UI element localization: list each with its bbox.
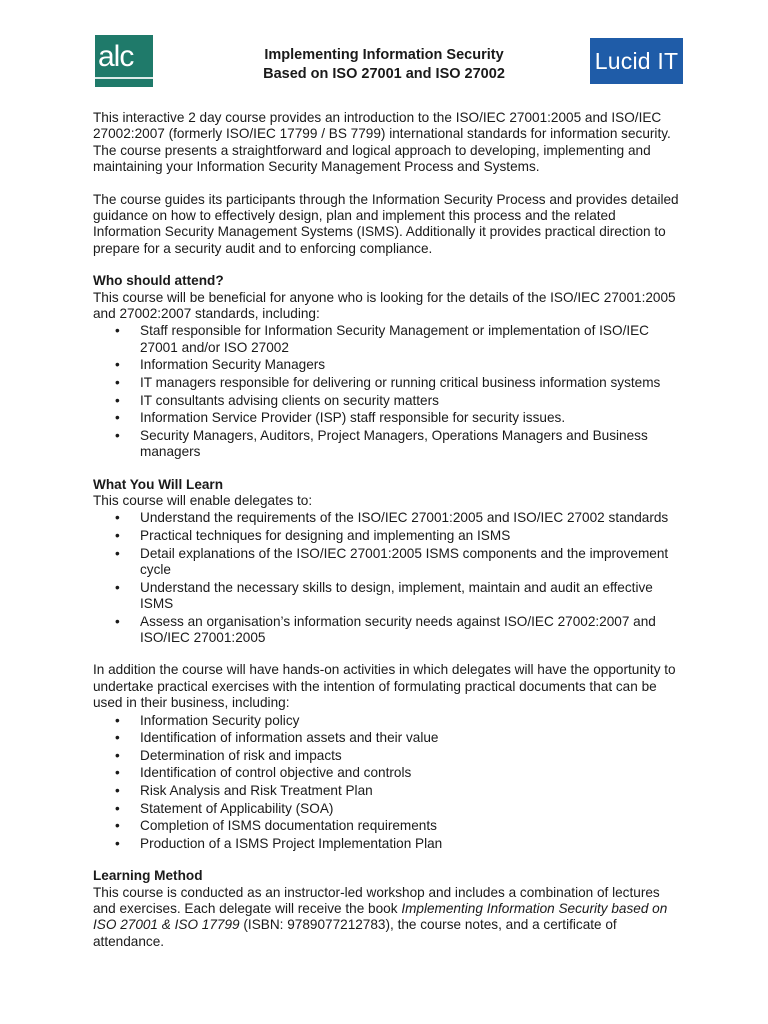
list-item: • Identification of control objective and controls [115, 765, 412, 781]
bullet-icon: • [115, 510, 120, 526]
list-item: • Understand the requirements of the ISO/IEC 27001:2005 and ISO/IEC 27002 standards [115, 510, 669, 526]
handson-lead: In addition the course will have hands-on activities in which delegates will have the opportunity to undertake practical exercises with the intention of formulating practical documents that can be used in their business, including: [93, 662, 676, 711]
book-title: Implementing Information Security based on ISO 27001 & ISO 17799 [93, 901, 668, 933]
list-item: • Practical techniques for designing and implementing an ISMS [115, 528, 511, 544]
list-item: • Staff responsible for Information Security Management or implementation of ISO/IEC 27001 and/or ISO 27002 [115, 323, 650, 355]
who-lead: This course will be beneficial for anyone who is looking for the details of the ISO/IEC 27001:2005 and 27002:2007 standards, including: [93, 289, 676, 322]
lucid-it-logo [590, 38, 683, 84]
list-item: • IT managers responsible for delivering or running critical business information systems [115, 375, 661, 391]
bullet-icon: • [115, 357, 120, 373]
list-item: • Assess an organisation’s information security needs against ISO/IEC 27002:2007 and ISO/IEC 27001:2005 [115, 613, 656, 646]
bullet-icon: • [115, 323, 120, 339]
alc-logo-text: alc [98, 40, 134, 73]
learn-lead: This course will enable delegates to: [93, 493, 313, 509]
intro-paragraph-1: This interactive 2 day course provides an introduction to the ISO/IEC 27001:2005 and ISO/IEC 27002:2007 (formerly ISO/IEC 17799 / BS 7799) international standards for information security. The course presents a straightforward and logical approach to developing, implementing and maintaining your Information Security Management Process and Systems. [93, 110, 671, 175]
list-item: • Determination of risk and impacts [115, 747, 342, 763]
lucid-it-logo-text: Lucid IT [594, 47, 679, 74]
bullet-icon: • [115, 613, 120, 629]
learning-method-section [93, 868, 683, 950]
bullet-icon: • [115, 783, 120, 799]
hands-on-section [93, 662, 683, 852]
bullet-icon: • [115, 545, 120, 561]
list-item: • Understand the necessary skills to design, implement, maintain and audit an effective ISMS [115, 579, 653, 612]
bullet-icon: • [115, 375, 120, 391]
bullet-icon: • [115, 528, 120, 544]
list-item: • Completion of ISMS documentation requirements [115, 818, 437, 834]
bullet-icon: • [115, 747, 120, 763]
list-item: • Detail explanations of the ISO/IEC 27001:2005 ISMS components and the improvement cycle [115, 545, 669, 578]
title-line-2: Based on ISO 27001 and ISO 27002 [263, 66, 505, 82]
who-should-attend-section [93, 273, 683, 460]
bullet-icon: • [115, 712, 120, 728]
list-item: • IT consultants advising clients on security matters [115, 392, 439, 408]
who-heading: Who should attend? [93, 273, 224, 289]
bullet-icon: • [115, 818, 120, 834]
list-item: • Production of a ISMS Project Implementation Plan [115, 835, 443, 851]
intro-paragraph-2: The course guides its participants through the Information Security Process and provides detailed guidance on how to effectively design, plan and implement this process and the related Information Security Management Systems (ISMS). Additionally it provides practical direction to prepare for a security audit and to enforcing compliance. [93, 191, 679, 256]
list-item: • Information Service Provider (ISP) staff responsible for security issues. [115, 410, 566, 426]
learn-list [93, 510, 683, 646]
method-text: This course is conducted as an instructor-led workshop and includes a combination of lectures and exercises. Each delegate will receive the book Implementing Information Security based on ISO 27001 & ISO 17799 (ISBN: 9789077212783), the course notes, and a certificate of attendance. [93, 884, 668, 949]
bullet-icon: • [115, 800, 120, 816]
bullet-icon: • [115, 427, 120, 443]
bullet-icon: • [115, 765, 120, 781]
handson-list [93, 713, 683, 853]
title-line-1: Implementing Information Security [264, 47, 504, 63]
bullet-icon: • [115, 410, 120, 426]
what-you-will-learn-section [93, 477, 683, 647]
alc-logo-underline [95, 77, 153, 79]
list-item: • Statement of Applicability (SOA) [115, 800, 334, 816]
who-list [93, 323, 683, 460]
bullet-icon: • [115, 392, 120, 408]
list-item: • Risk Analysis and Risk Treatment Plan [115, 783, 373, 799]
bullet-icon: • [115, 579, 120, 595]
alc-logo [95, 35, 153, 87]
page-title [184, 46, 584, 84]
bullet-icon: • [115, 730, 120, 746]
document-body [93, 110, 683, 950]
bullet-icon: • [115, 835, 120, 851]
list-item: • Information Security policy [115, 712, 300, 728]
list-item: • Information Security Managers [115, 357, 326, 373]
list-item: • Security Managers, Auditors, Project Managers, Operations Managers and Business managers [115, 427, 648, 460]
learn-heading: What You Will Learn [93, 476, 224, 492]
method-heading: Learning Method [93, 868, 203, 884]
list-item: • Identification of information assets and their value [115, 730, 439, 746]
